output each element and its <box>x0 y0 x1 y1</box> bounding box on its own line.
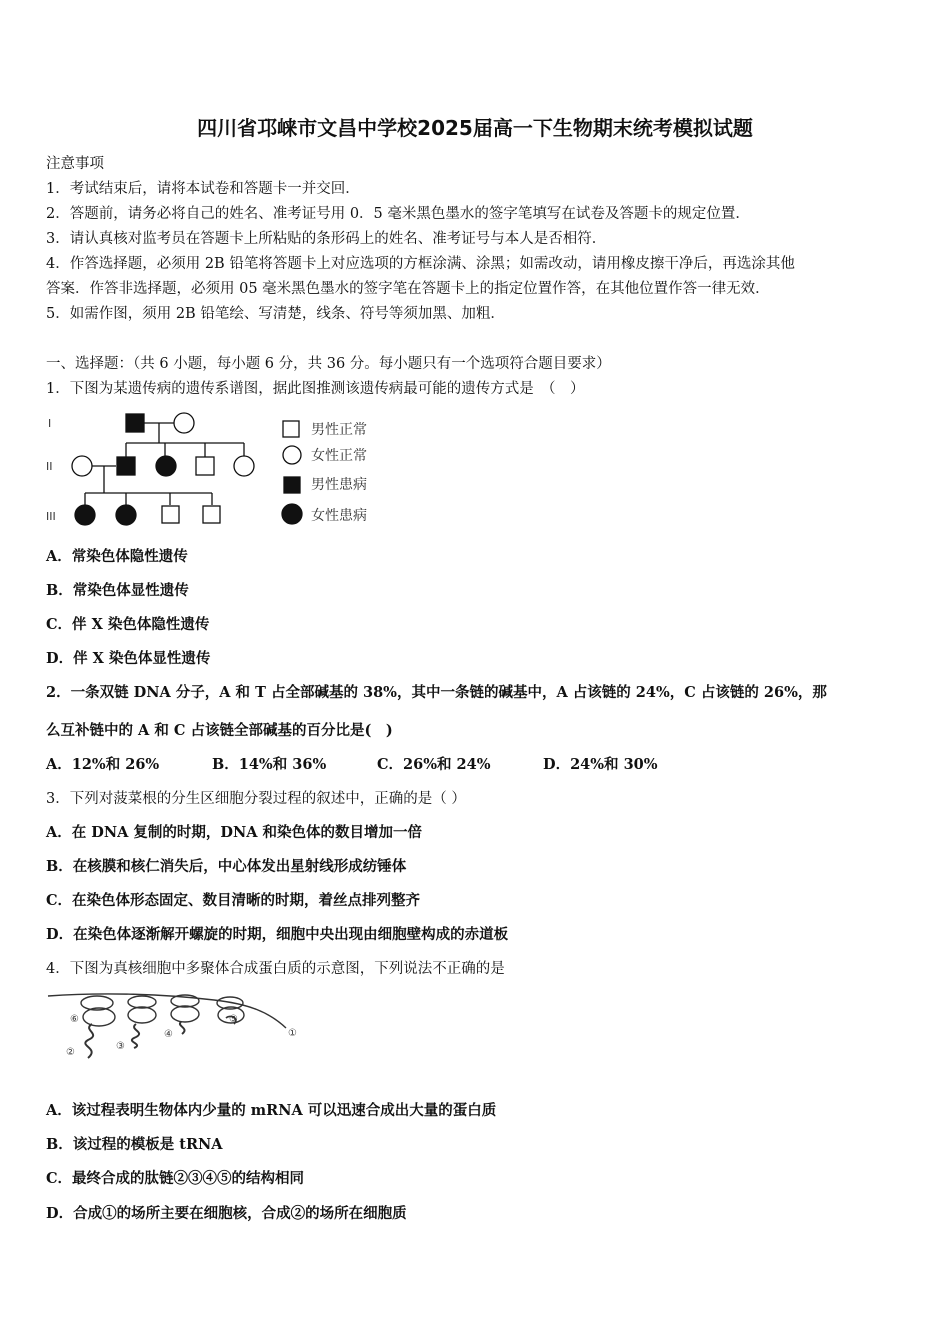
q2-option-a: A．12%和 26% <box>46 756 160 773</box>
diagram-label: ① <box>288 1028 297 1039</box>
diagram-label: ③ <box>116 1041 125 1052</box>
section-heading: 一、选择题：（共 6 小题，每小题 6 分，共 36 分。每小题只有一个选项符合题目要求） <box>46 356 611 372</box>
q3-option-b: B．在核膜和核仁消失后，中心体发出星射线形成纺锤体 <box>46 858 407 875</box>
pedigree-chart <box>40 405 400 530</box>
q4-option-b: B．该过程的模板是 tRNA <box>46 1136 223 1153</box>
q4-option-c: C．最终合成的肽链②③④⑤的结构相同 <box>46 1170 305 1187</box>
q2-option-d: D．24%和 30% <box>543 756 658 773</box>
diagram-label: ⑥ <box>70 1014 79 1025</box>
notice-item: 答案．作答非选择题，必须用 05 毫米黑色墨水的签字笔在答题卡上的指定位置作答，在其他位置作答一律无效． <box>46 281 770 297</box>
q1-option-d: D．伴 X 染色体显性遗传 <box>46 650 211 667</box>
legend-male-normal-icon <box>283 421 299 437</box>
page-title: 四川省邛崃市文昌中学校2025届高一下生物期末统考模拟试题 <box>197 116 753 140</box>
notice-item: 4．作答选择题，必须用 2B 铅笔将答题卡上对应选项的方框涂满、涂黑；如需改动，请用橡皮擦干净后，再选涂其他 <box>46 256 795 272</box>
generation-label: I <box>48 417 52 430</box>
q1-option-a: A．常染色体隐性遗传 <box>46 548 188 565</box>
q3-option-a: A．在 DNA 复制的时期，DNA 和染色体的数目增加一倍 <box>46 824 423 841</box>
pedigree-male-affected <box>126 414 144 432</box>
notice-heading: 注意事项 <box>46 156 104 172</box>
diagram-label: ④ <box>164 1029 173 1040</box>
legend-label: 男性患病 <box>311 477 367 493</box>
legend-female-affected-icon <box>282 504 302 524</box>
q2-option-c: C．26%和 24% <box>377 756 491 773</box>
pedigree-male-normal <box>203 506 220 523</box>
legend-female-normal-icon <box>283 446 301 464</box>
pedigree-female-normal <box>174 413 194 433</box>
diagram-label: ⑤ <box>229 1014 238 1025</box>
q3-stem: 3．下列对菠菜根的分生区细胞分裂过程的叙述中，正确的是（ ） <box>46 791 466 807</box>
pedigree-male-affected <box>117 457 135 475</box>
notice-item: 5．如需作图，须用 2B 铅笔绘、写清楚，线条、符号等须加黑、加粗． <box>46 306 505 322</box>
q1-option-c: C．伴 X 染色体隐性遗传 <box>46 616 210 633</box>
q3-option-d: D．在染色体逐渐解开螺旋的时期，细胞中央出现由细胞壁构成的赤道板 <box>46 926 509 943</box>
pedigree-male-normal <box>196 457 214 475</box>
diagram-label: ② <box>66 1047 75 1058</box>
notice-item: 2．答题前，请务必将自己的姓名、准考证号用 0．5 毫米黑色墨水的签字笔填写在试卷及答题卡的规定位置． <box>46 206 750 222</box>
generation-label: III <box>46 510 56 523</box>
pedigree-female-normal <box>72 456 92 476</box>
legend-male-affected-icon <box>284 477 300 493</box>
pedigree-female-affected <box>116 505 136 525</box>
notice-item: 1．考试结束后，请将本试卷和答题卡一并交回． <box>46 181 360 197</box>
pedigree-female-affected <box>156 456 176 476</box>
q3-option-c: C．在染色体形态固定、数目清晰的时期，着丝点排列整齐 <box>46 892 421 909</box>
notice-item: 3．请认真核对监考员在答题卡上所粘贴的条形码上的姓名、准考证号与本人是否相符． <box>46 231 607 247</box>
q4-option-d: D．合成①的场所主要在细胞核，合成②的场所在细胞质 <box>46 1205 407 1222</box>
q1-stem: 1．下图为某遗传病的遗传系谱图，据此图推测该遗传病最可能的遗传方式是 （ ） <box>46 381 585 397</box>
pedigree-male-normal <box>162 506 179 523</box>
q2-option-b: B．14%和 36% <box>212 756 327 773</box>
q1-option-b: B．常染色体显性遗传 <box>46 582 189 599</box>
q2-stem-line1: 2．一条双链 DNA 分子，A 和 T 占全部碱基的 38%，其中一条链的碱基中，A 占该链的 24%，C 占该链的 26%，那 <box>46 684 827 701</box>
pedigree-female-normal <box>234 456 254 476</box>
generation-label: II <box>46 460 53 473</box>
q2-stem-line2: 么互补链中的 A 和 C 占该链全部碱基的百分比是( ) <box>46 722 393 739</box>
legend-label: 男性正常 <box>311 422 367 438</box>
q4-stem: 4．下图为真核细胞中多聚体合成蛋白质的示意图，下列说法不正确的是 <box>46 961 505 977</box>
legend-label: 女性患病 <box>311 508 367 524</box>
polysome-diagram <box>44 988 314 1068</box>
legend-label: 女性正常 <box>311 448 367 464</box>
q4-option-a: A．该过程表明生物体内少量的 mRNA 可以迅速合成出大量的蛋白质 <box>46 1102 497 1119</box>
pedigree-female-affected <box>75 505 95 525</box>
